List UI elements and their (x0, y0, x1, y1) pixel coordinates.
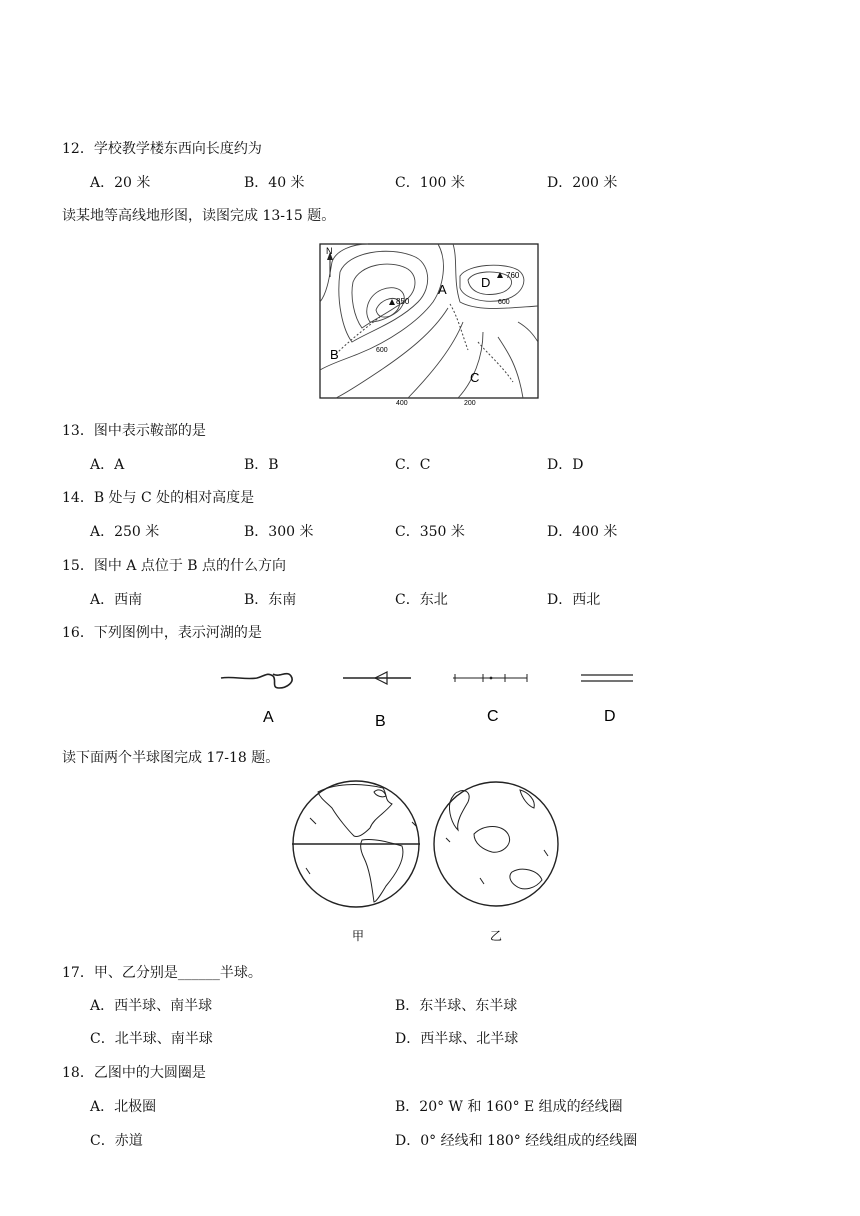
q18-option-d: D．0° 经线和 180° 经线组成的经线圈 (395, 1133, 638, 1149)
q15-option-a: A．西南 (90, 592, 143, 608)
q12-option-a: A．20 米 (90, 175, 151, 191)
contour-label-200: 200 (464, 400, 476, 407)
q17-stem: 17．甲、乙分别是______半球。 (62, 965, 262, 981)
contour-map (318, 242, 542, 408)
q18-stem: 18．乙图中的大圆圈是 (62, 1065, 206, 1081)
q18-option-a: A．北极圈 (90, 1099, 157, 1115)
hemisphere-yi (434, 782, 558, 906)
point-d-label: D (481, 275, 491, 290)
legend-river-symbol (221, 674, 292, 688)
q17-option-b: B．东半球、东半球 (395, 998, 518, 1014)
contour-lines (320, 244, 538, 398)
q14-option-b: B．300 米 (244, 524, 314, 540)
contour-label-600-west: 600 (376, 347, 388, 354)
hemisphere-jia (292, 781, 420, 907)
hemisphere-maps (288, 778, 564, 946)
q17-option-d: D．西半球、北半球 (395, 1031, 519, 1047)
q12-option-c: C．100 米 (395, 175, 465, 191)
q15-option-b: B．东南 (244, 592, 297, 608)
point-b-label: B (330, 347, 339, 362)
q13-option-d: D．D (547, 457, 584, 473)
q14-option-c: C．350 米 (395, 524, 465, 540)
q15-option-d: D．西北 (547, 592, 601, 608)
legend-label-a: A (263, 709, 274, 726)
peak-850-marker (389, 299, 395, 305)
q12-stem: 12．学校教学楼东西向长度约为 (62, 141, 262, 157)
legend-label-b: B (375, 713, 386, 730)
q17-option-c: C．北半球、南半球 (90, 1031, 213, 1047)
point-c-label: C (470, 370, 480, 385)
legend-label-d: D (604, 708, 616, 725)
ridge-valley-lines (336, 304, 513, 382)
q15-stem: 15．图中 A 点位于 B 点的什么方向 (62, 558, 287, 574)
q13-option-c: C．C (395, 457, 431, 473)
q13-stem: 13．图中表示鞍部的是 (62, 423, 206, 439)
label-jia: 甲 (352, 929, 365, 943)
elevation-760: 760 (506, 271, 520, 280)
q12-option-b: B．40 米 (244, 175, 305, 191)
q14-stem: 14．B 处与 C 处的相对高度是 (62, 490, 255, 506)
q13-option-b: B．B (244, 457, 279, 473)
q14-option-a: A．250 米 (90, 524, 160, 540)
contour-label-600-east: 600 (498, 299, 510, 306)
q17-option-a: A．西半球、南半球 (90, 998, 213, 1014)
intro-17-18: 读下面两个半球图完成 17-18 题。 (62, 750, 280, 766)
q13-option-a: A．A (90, 457, 125, 473)
intro-13-15: 读某地等高线地形图，读图完成 13-15 题。 (62, 208, 336, 224)
north-label: N (326, 246, 333, 256)
map-legend-symbols (215, 662, 645, 732)
label-yi: 乙 (490, 929, 503, 943)
elevation-850: 850 (396, 297, 410, 306)
legend-label-c: C (487, 708, 499, 725)
q18-option-c: C．赤道 (90, 1133, 143, 1149)
q12-option-d: D．200 米 (547, 175, 618, 191)
q18-option-b: B．20° W 和 160° E 组成的经线圈 (395, 1099, 623, 1115)
q15-option-c: C．东北 (395, 592, 448, 608)
contour-label-400: 400 (396, 400, 408, 407)
q14-option-d: D．400 米 (547, 524, 618, 540)
point-a-label: A (438, 282, 447, 297)
q16-stem: 16．下列图例中，表示河湖的是 (62, 625, 262, 641)
